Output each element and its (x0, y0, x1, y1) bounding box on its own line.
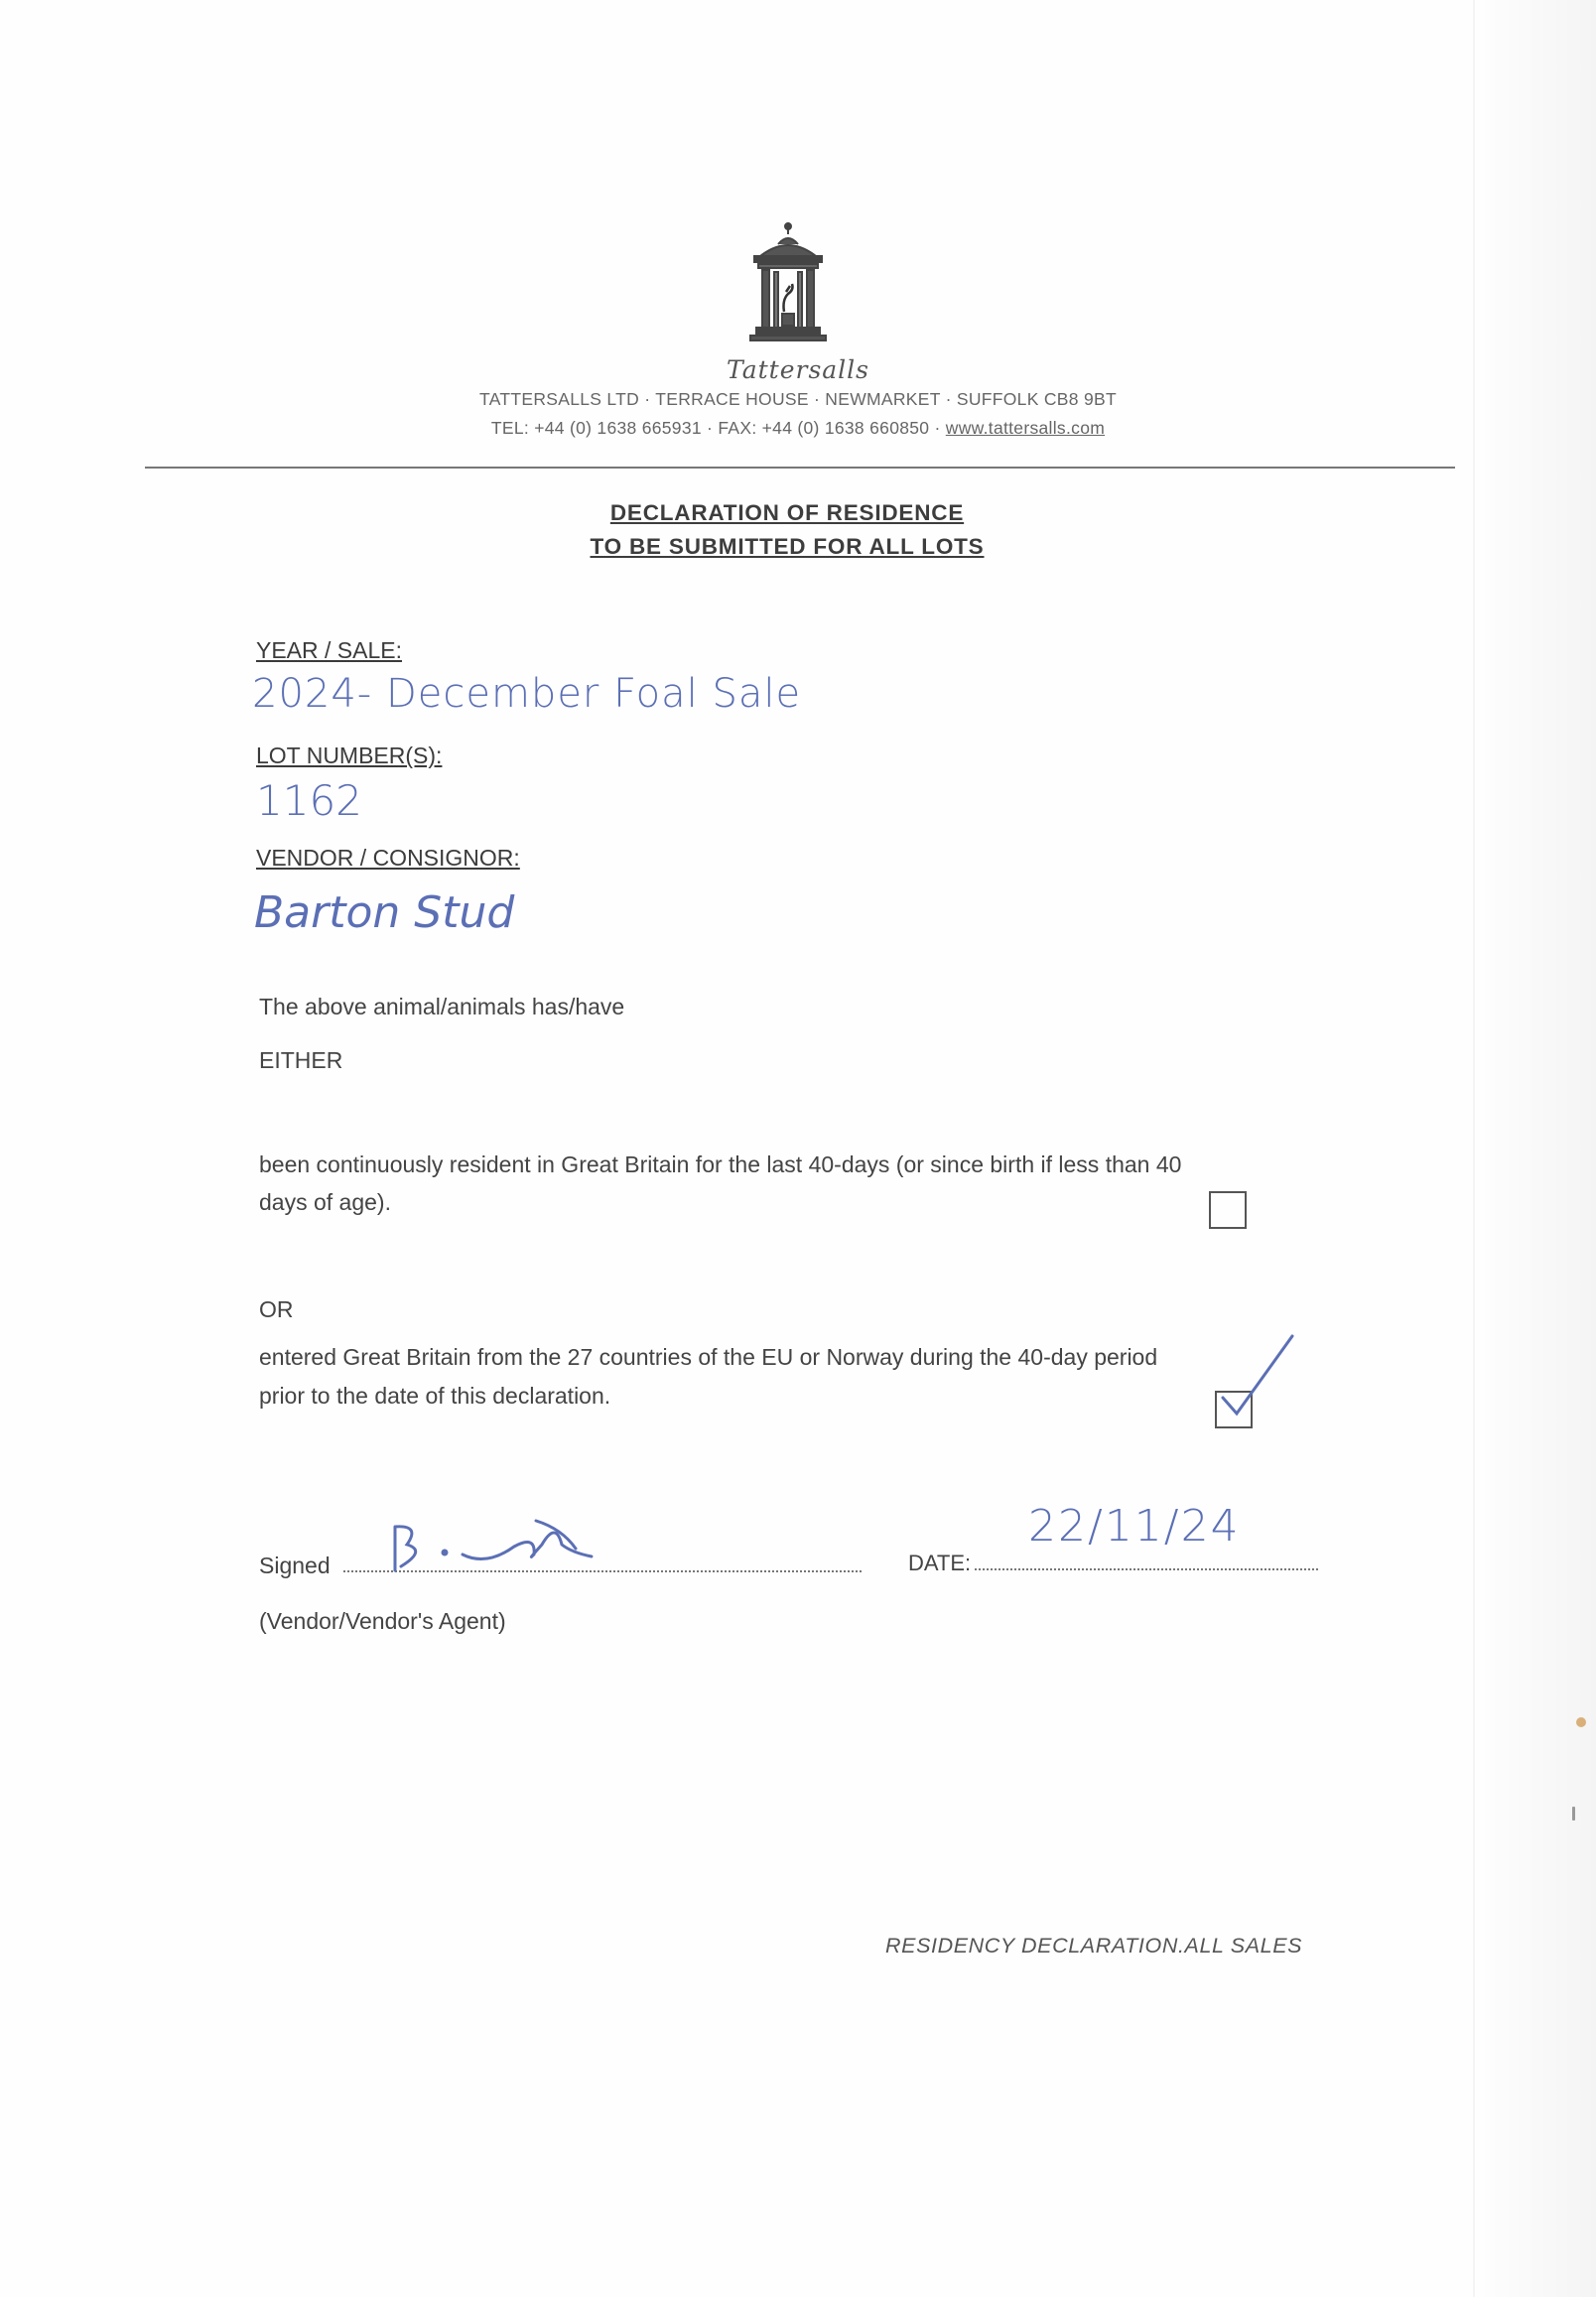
checkmark-icon (1213, 1328, 1312, 1427)
date-label: DATE: (908, 1551, 972, 1575)
year-sale-value[interactable]: 2024- December Foal Sale (252, 671, 802, 717)
option1-checkbox[interactable] (1209, 1191, 1247, 1229)
date-line[interactable] (975, 1568, 1318, 1570)
option2-line2: prior to the date of this declaration. (259, 1383, 611, 1409)
document-subtitle: TO BE SUBMITTED FOR ALL LOTS (590, 534, 985, 559)
intro-text: The above animal/animals has/have (259, 994, 625, 1019)
scan-speck (1576, 1717, 1586, 1727)
tattersalls-logo (738, 220, 838, 354)
either-text: EITHER (259, 1047, 343, 1073)
or-text: OR (259, 1296, 294, 1322)
website-link[interactable]: www.tattersalls.com (945, 418, 1106, 438)
company-address: TATTERSALLS LTD · TERRACE HOUSE · NEWMARKET · SUFFOLK CB8 9BT (479, 389, 1117, 409)
signer-role: (Vendor/Vendor's Agent) (259, 1608, 506, 1634)
date-value[interactable]: 22/11/24 (1028, 1501, 1241, 1552)
option1-line1: been continuously resident in Great Britain for the last 40-days (or since birth if less than 40 (259, 1151, 1182, 1177)
lot-number-value[interactable]: 1162 (256, 776, 362, 825)
signed-label: Signed (259, 1553, 331, 1578)
header-divider (145, 467, 1455, 469)
year-sale-label: YEAR / SALE: (256, 637, 403, 663)
document-title: DECLARATION OF RESIDENCE (609, 500, 965, 525)
vendor-label: VENDOR / CONSIGNOR: (256, 845, 520, 871)
vendor-value[interactable]: Barton Stud (254, 887, 515, 938)
phone-fax: TEL: +44 (0) 1638 665931 · FAX: +44 (0) 1638 660850 · (490, 418, 946, 438)
option1-line2: days of age). (259, 1189, 391, 1215)
handwritten-signature (387, 1501, 605, 1580)
scan-fold-line (1473, 0, 1475, 2297)
brand-name: Tattersalls (726, 355, 870, 384)
lot-number-label: LOT NUMBER(S): (256, 743, 443, 768)
scan-shadow (1477, 0, 1596, 2297)
option2-line1: entered Great Britain from the 27 countries of the EU or Norway during the 40-day period (259, 1344, 1158, 1370)
form-footer: RESIDENCY DECLARATION.ALL SALES (885, 1934, 1303, 1958)
company-contact (0, 418, 1596, 439)
scan-mark (1572, 1807, 1575, 1821)
